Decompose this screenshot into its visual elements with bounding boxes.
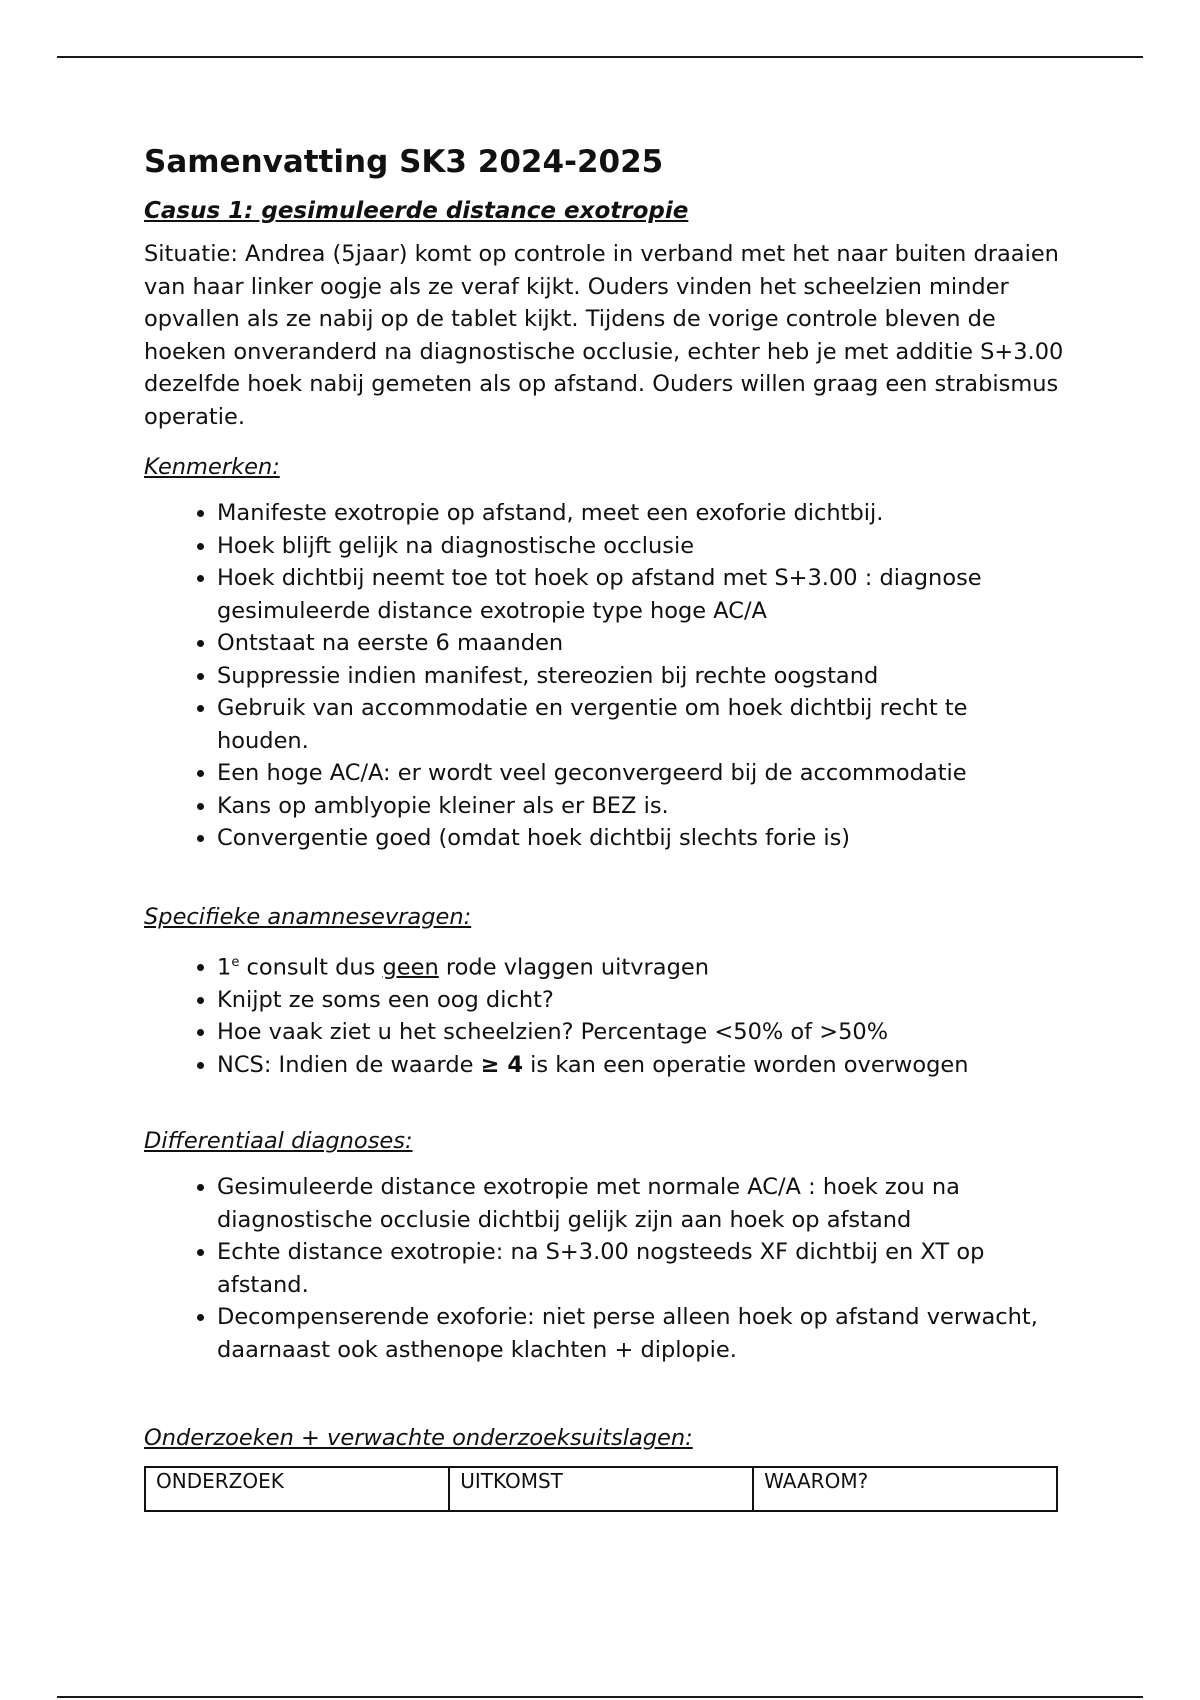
table-header-cell: ONDERZOEK — [145, 1467, 449, 1511]
table-header-cell: WAAROM? — [753, 1467, 1057, 1511]
list-item: • Echte distance exotropie: na S+3.00 nogsteeds XF dichtbij en XT op afstand. — [217, 1236, 1064, 1301]
ordinal-suffix: e — [231, 954, 240, 970]
list-item: • Hoe vaak ziet u het scheelzien? Percentage <50% of >50% — [217, 1016, 1064, 1049]
bottom-rule — [57, 1696, 1143, 1698]
item-text: is kan een operatie worden overwogen — [522, 1051, 969, 1078]
ordinal-number: 1 — [217, 954, 232, 980]
list-item — [217, 947, 1064, 984]
onderzoeken-table — [144, 1466, 1058, 1512]
list-item: • Hoek blijft gelijk na diagnostische occlusie — [217, 530, 1064, 563]
differentiaal-heading: Differentiaal diagnoses: — [144, 1128, 413, 1154]
list-item: • Een hoge AC/A: er wordt veel geconvergeerd bij de accommodatie — [217, 757, 1064, 790]
list-item: • Ontstaat na eerste 6 maanden — [217, 627, 1064, 660]
list-item — [217, 1049, 1064, 1082]
anamnese-heading: Specifieke anamnesevragen: — [144, 903, 472, 930]
differentiaal-list — [144, 1171, 1064, 1366]
document-body — [144, 138, 1064, 1512]
list-item: • Kans op amblyopie kleiner als er BEZ is. — [217, 790, 1064, 823]
item-text: rode vlaggen uitvragen — [438, 954, 709, 980]
list-item: • Decompenserende exoforie: niet perse alleen hoek op afstand verwacht, daarnaast ook asthenope klachten + diplopie. — [217, 1301, 1064, 1366]
list-item: • Convergentie goed (omdat hoek dichtbij slechts forie is) — [217, 822, 1064, 855]
onderzoeken-heading: Onderzoeken + verwachte onderzoeksuitslagen: — [144, 1425, 693, 1451]
list-item: • Hoek dichtbij neemt toe tot hoek op afstand met S+3.00 : diagnose gesimuleerde distance exotropie type hoge AC/A — [217, 562, 1064, 627]
situatie-paragraph: Situatie: Andrea (5jaar) komt op controle in verband met het naar buiten draaien van haar linker oogje als ze veraf kijkt. Ouders vinden het scheelzien minder opvallen als ze nabij op de tablet kijkt. Tijdens de vorige controle bleven de hoeken onveranderd na diagnostische occlusie, echter heb je met additie S+3.00 dezelfde hoek nabij gemeten als op afstand. Ouders willen graag een strabismus operatie. — [144, 241, 1064, 430]
table-header-row — [145, 1467, 1057, 1511]
casus-title: Casus 1: gesimuleerde distance exotropie — [144, 198, 689, 224]
list-item: • Suppressie indien manifest, stereozien bij rechte oogstand — [217, 660, 1064, 693]
list-item: • Manifeste exotropie op afstand, meet een exoforie dichtbij. — [217, 497, 1064, 530]
bold-value: ≥ 4 — [480, 1051, 523, 1078]
list-item: • Gebruik van accommodatie en vergentie om hoek dichtbij recht te houden. — [217, 692, 1064, 757]
kenmerken-heading: Kenmerken: — [144, 454, 280, 480]
item-text: NCS: Indien de waarde — [217, 1051, 481, 1078]
kenmerken-list — [144, 497, 1064, 855]
list-item: • Knijpt ze soms een oog dicht? — [217, 984, 1064, 1017]
underlined-word: geen — [382, 954, 439, 980]
anamnese-list — [144, 947, 1064, 1082]
item-text: consult dus — [239, 954, 383, 980]
page-title: Samenvatting SK3 2024-2025 — [144, 144, 664, 180]
table-header-cell: UITKOMST — [449, 1467, 753, 1511]
list-item: • Gesimuleerde distance exotropie met normale AC/A : hoek zou na diagnostische occlusie dichtbij gelijk zijn aan hoek op afstand — [217, 1171, 1064, 1236]
top-rule — [57, 56, 1143, 58]
